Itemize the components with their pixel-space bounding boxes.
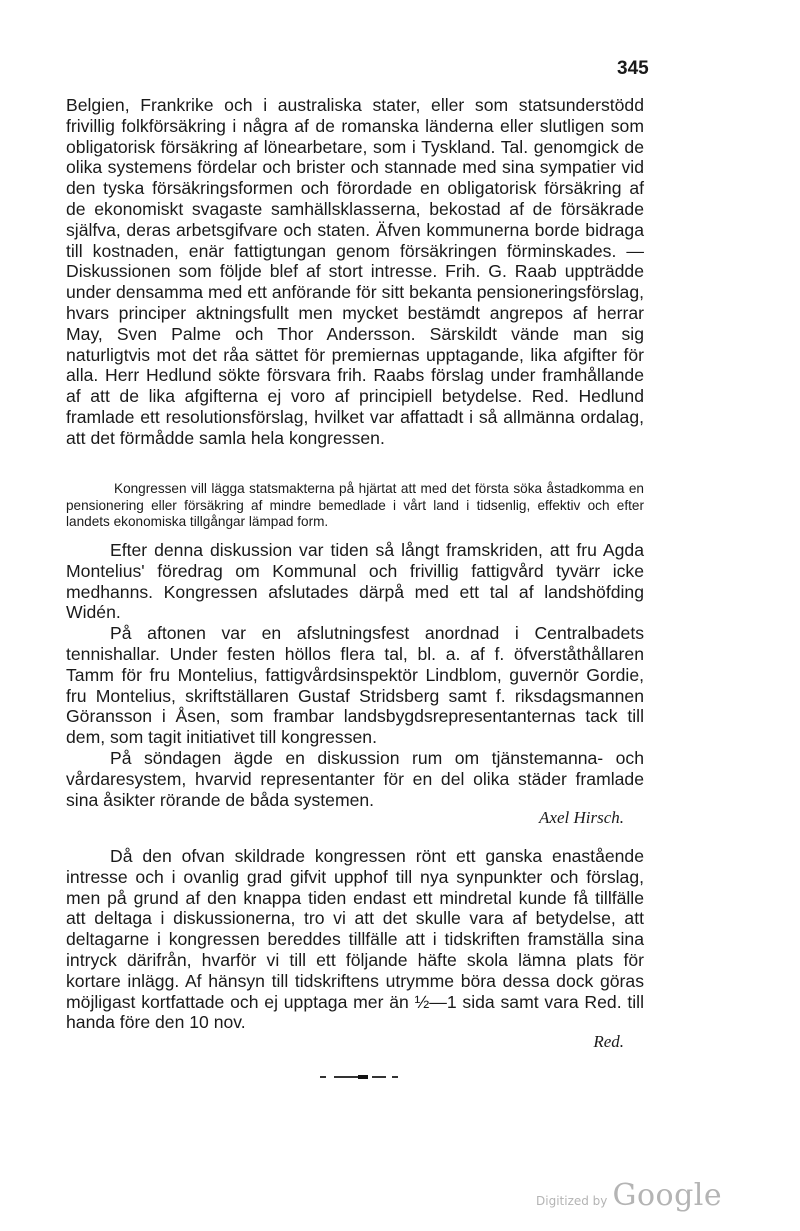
paragraph-editor-note: Då den ofvan skildrade kongressen rönt ett ganska enastående intresse och i ovanlig grad gifvit upphof till nya synpunkter och förslag, men på grund af den knappa tiden endast ett mindretal kunde få tillfälle att deltaga i diskussionerna, tro vi att det skulle vara af betydelse, att deltagarne i kongressen bereddes tillfälle att i tidskriften framställa sina intryck därifrån, hvarför vi till ett följande häfte skola lämna plats för kortare inlägg. Af hänsyn till tidskriftens utrymme böra dessa dock göras möjligast kortfattade och ej upptaga mer än ½—1 sida samt vara Red. till handa före den 10 nov. (66, 846, 644, 1033)
article-body-top (66, 95, 644, 449)
paragraph-sunday-discussion: På söndagen ägde en diskussion rum om tjänstemanna- och vårdaresystem, hvarvid representanter för en del olika städer framlade sina åsikter rörande de båda systemen. (66, 747, 644, 810)
paragraph-congress-close: Efter denna diskussion var tiden så långt framskriden, att fru Agda Montelius' föredrag om Kommunal och frivillig fattigvård tyvärr icke medhanns. Kongressen afslutades därpå med ett tal af landshöfding Widén. (66, 540, 644, 623)
google-logo: Google (612, 1178, 723, 1213)
editor-signature-block (66, 1032, 644, 1052)
paragraph-pension-discussion: Belgien, Frankrike och i australiska stater, eller som statsunderstödd frivillig folkförsäkring i några af de romanska länderna eller slutligen som obligatorisk försäkring af lönearbetare, som i Tyskland. Tal. genomgick de olika systemens fördelar och brister och stannade med sina sympatier vid den tyska försäkringsformen och förordade en obligatorisk försäkring af de ekonomiskt svagaste samhällsklasserna, bekostad af de försäkrade själfva, deras arbetsgifvare och staten. Äfven kommunerna borde bidraga till kostnaden, enär fattigtungan genom försäkringen förminskades. — Diskussionen som följde blef af stort intresse. Frih. G. Raab uppträdde under densamma med ett anförande för sitt bekanta pensioneringsförslag, hvars principer aktningsfullt men mycket bestämdt angrepos af herrar May, Sven Palme och Thor Andersson. Särskildt vände man sig naturligtvis mot det råa sättet för premiernas upptagande, lika afgifter för alla. Herr Hedlund sökte försvara frih. Raabs förslag under framhållande af att de lika afgifterna ej voro af principiell betydelse. Red. Hedlund framlade ett resolutionsförslag, hvilket var affattadt i så allmänna ordalag, att det förmådde samla hela kongressen. (66, 95, 644, 448)
resolution-text: Kongressen vill lägga statsmakterna på hjärtat att med det första söka åstadkomma en pensionering eller försäkring af mindre bemedlade i vårt land i tidsenlig, effektiv och efter landets ekonomiska tillgångar lämpad form. (66, 481, 644, 530)
author-signature-block (66, 808, 644, 828)
resolution-block (66, 481, 644, 531)
editor-note-block (66, 846, 644, 1033)
google-watermark (536, 1178, 722, 1213)
watermark-prefix: Digitized by (536, 1194, 608, 1208)
author-signature: Axel Hirsch. (539, 808, 624, 827)
section-divider (320, 1075, 400, 1079)
article-body-middle (66, 540, 644, 810)
editor-signature: Red. (593, 1032, 624, 1051)
paragraph-evening-fest: På aftonen var en afslutningsfest anordnad i Centralbadets tennishallar. Under festen höllos flera tal, bl. a. af f. öfverståthållaren Tamm för fru Montelius, fattigvårdsinspektör Lindblom, guvernör Gordie, fru Montelius, skriftställaren Gustaf Stridsberg samt f. riksdagsmannen Göransson i Åsen, som frambar landsbygdsrepresentanternas tack till dem, som tagit initiativet till kongressen. (66, 623, 644, 748)
page-number: 345 (617, 58, 649, 79)
